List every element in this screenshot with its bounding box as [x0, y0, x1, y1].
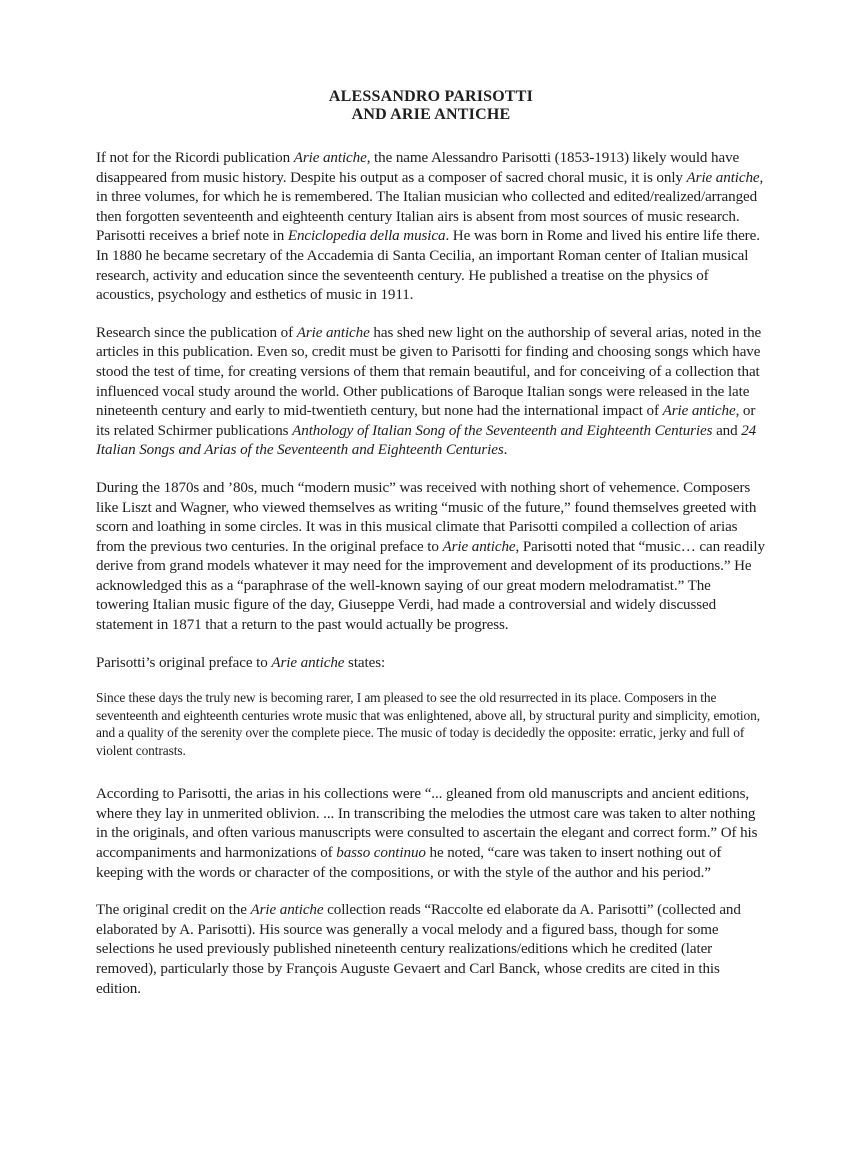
paragraph-research: Research since the publication of Arie antiche has shed new light on the authorship of several arias, noted in the articles in this publication. Even so, credit must be given to Parisotti for finding and choosing songs which have stood the test of time, for creating versions of them that remain beautiful, and for conceiving of a collection that influenced vocal study around the world. Other publications of Baroque Italian songs were released in the late nineteenth century and early to mid-twentieth century, but none had the international impact of Arie antiche, or its related Schirmer publications Anthology of Italian Song of the Seventeenth and Eighteenth Centuries and 24 Italian Songs and Arias of the Seventeenth and Eighteenth Centuries. [96, 324, 762, 459]
title-line-2: AND ARIE ANTICHE [351, 106, 511, 123]
article-body [96, 149, 766, 999]
title-line-1: ALESSANDRO PARISOTTI [328, 88, 534, 105]
page-title [96, 88, 766, 124]
paragraph-intro: If not for the Ricordi publication Arie antiche, the name Alessandro Parisotti (1853-1913) likely would have disappeared from music history. Despite his output as a composer of sacred choral music, it is only Arie antiche, in three volumes, for which he is remembered. The Italian musician who collected and edited/realized/arranged then forgotten seventeenth and eighteenth century Italian airs is absent from most sources of music research. Parisotti receives a brief note in Enciclopedia della musica. He was born in Rome and lived his entire life there. In 1880 he became secretary of the Accademia di Santa Cecilia, an important Roman center of Italian musical research, activity and education since the seventeenth century. He published a treatise on the physics of acoustics, psychology and esthetics of music in 1911. [96, 150, 764, 304]
paragraph-credit: The original credit on the Arie antiche collection reads “Raccolte ed elaborate da A. Parisotti” (collected and elaborated by A. Parisotti). His source was generally a vocal melody and a figured bass, though for some selections he used previously published nineteenth century realizations/editions which he credited (later removed), particularly those by François Auguste Gevaert and Carl Banck, whose credits are cited in this edition. [96, 902, 741, 997]
preface-blockquote: Since these days the truly new is becoming rarer, I am pleased to see the old resurrected in its place. Composers in the seventeenth and eighteenth centuries wrote music that was enlightened, above all, by structural purity and simplicity, emotion, and a quality of the serenity over the complete piece. The music of today is decidedly the opposite: erratic, jerky and full of violent contrasts. [96, 690, 760, 758]
paragraph-musical-climate: During the 1870s and ’80s, much “modern music” was received with nothing short of vehemence. Composers like Liszt and Wagner, who viewed themselves as writing “music of the future,” found themselves greeted with scorn and loathing in some circles. It was in this musical climate that Parisotti compiled a collection of arias from the previous two centuries. In the original preface to Arie antiche, Parisotti noted that “music… can readily derive from grand models whatever it may need for the improvement and development of its productions.” He acknowledged this as a “paraphrase of the well-known saying of our great modern melodramatist.” The towering Italian music figure of the day, Giuseppe Verdi, had made a controversial and widely discussed statement in 1871 that a return to the past would actually be progress. [96, 479, 765, 634]
paragraph-preface-lead-in: Parisotti’s original preface to Arie antiche states: [96, 654, 386, 671]
paragraph-transcription: According to Parisotti, the arias in his collections were “... gleaned from old manuscripts and ancient editions, where they lay in unmerited oblivion. ... In transcribing the melodies the utmost care was taken to alter nothing in the originals, and often various manuscripts were consulted to ascertain the elegant and correct form.” Of his accompaniments and harmonizations of basso continuo he noted, “care was taken to insert nothing out of keeping with the words or character of the compositions, or with the style of the author and his period.” [96, 786, 758, 881]
